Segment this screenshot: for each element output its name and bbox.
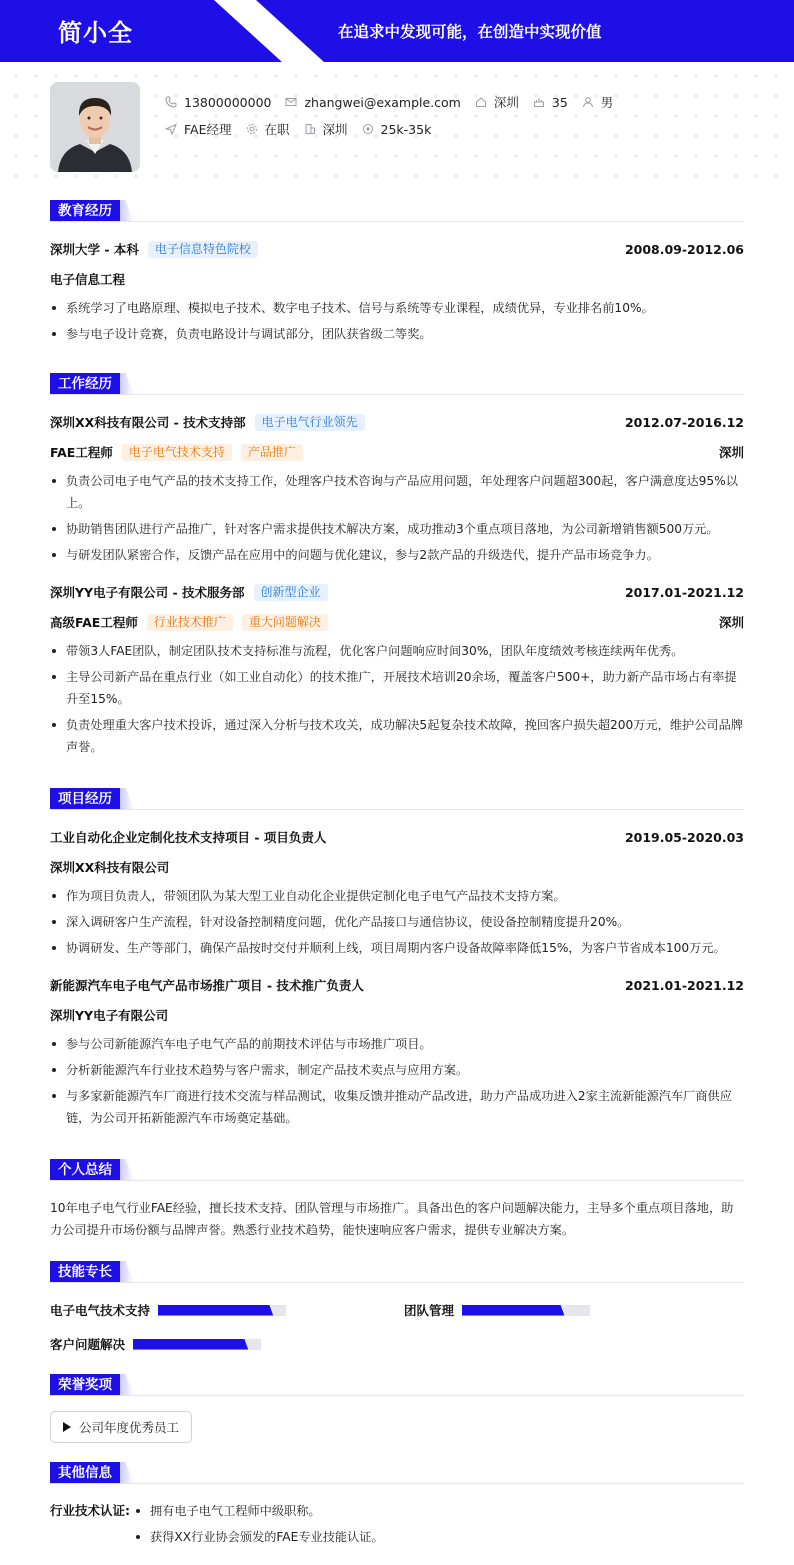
role-row — [50, 442, 744, 462]
summary-title — [50, 1159, 744, 1181]
list-item: 参与公司新能源汽车电子电气产品的前期技术评估与市场推广项目。 — [50, 1033, 744, 1055]
skill-name: 电子电气技术支持 — [50, 1303, 151, 1318]
project-date: 2019.05-2020.03 — [624, 829, 744, 845]
list-item: 带领3人FAE团队，制定团队技术支持标准与流程，优化客户问题响应时间30%，团队年度绩效考核连续两年优秀。 — [50, 640, 744, 662]
project-name: 新能源汽车电子电气产品市场推广项目 - 技术推广负责人 — [50, 978, 364, 993]
role-name: FAE工程师 — [50, 445, 113, 460]
work-date: 2017.01-2021.12 — [624, 584, 744, 600]
company-tag: 电子电气行业领先 — [255, 414, 365, 431]
contact-row — [165, 93, 627, 111]
project-bullets — [50, 885, 744, 959]
school-tag: 电子信息特色院校 — [148, 241, 258, 258]
profile-photo — [50, 82, 140, 172]
summary-text: 10年电子电气行业FAE经验，擅长技术支持、团队管理与市场推广。具备出色的客户问题解决能力，主导多个重点项目落地，助力公司提升市场份额与品牌声誉。熟悉行业技术趋势，能快速响应客户需求，提供专业解决方案。 — [50, 1201, 734, 1237]
list-item: 与多家新能源汽车厂商进行技术交流与样品测试，收集反馈并推动产品改进，助力产品成功进入2家主流新能源汽车厂商供应链，为公司开拓新能源汽车市场奠定基础。 — [50, 1085, 744, 1129]
building-icon — [304, 123, 316, 135]
work-section — [50, 373, 744, 758]
salary-item — [362, 122, 432, 137]
other-title — [50, 1462, 744, 1484]
awards-title — [50, 1374, 744, 1396]
job-intent-row — [165, 120, 445, 138]
project-date: 2021.01-2021.12 — [624, 977, 744, 993]
section-label: 工作经历 — [50, 373, 120, 395]
work-location: 深圳 — [718, 615, 744, 630]
work-title — [50, 373, 744, 395]
skill-name: 团队管理 — [404, 1303, 455, 1318]
skills-title — [50, 1261, 744, 1283]
education-header — [50, 239, 744, 259]
work-bullets — [50, 470, 744, 566]
age-item — [533, 95, 568, 110]
project-bullets — [50, 1033, 744, 1129]
role-tag: 电子电气技术支持 — [122, 444, 232, 461]
skill-name: 客户问题解决 — [50, 1337, 126, 1352]
education-date: 2008.09-2012.06 — [624, 241, 744, 257]
project-header — [50, 827, 744, 847]
home-icon — [475, 96, 487, 108]
project-header — [50, 975, 744, 995]
skill-item — [50, 1301, 286, 1319]
project-section — [50, 788, 744, 1129]
project-company: 深圳YY电子有限公司 — [50, 1008, 169, 1023]
city-item — [475, 93, 519, 111]
skill-item — [404, 1301, 590, 1319]
role-row — [50, 612, 744, 632]
section-label: 技能专长 — [50, 1261, 120, 1283]
list-item: 负责公司电子电气产品的技术支持工作，处理客户技术咨询与产品应用问题，年处理客户问题超300起，客户满意度达95%以上。 — [50, 470, 744, 514]
skills-section — [50, 1261, 744, 1361]
age-text: 35 — [551, 94, 568, 110]
phone-text: 13800000000 — [184, 94, 272, 110]
city-text: 深圳 — [493, 95, 519, 110]
school-name: 深圳大学 - 本科 — [50, 242, 139, 257]
gear-icon — [246, 123, 258, 135]
list-item: 获得XX行业协会颁发的FAE专业技能认证。 — [130, 1524, 384, 1550]
education-bullets — [50, 297, 744, 345]
play-icon — [63, 1422, 71, 1432]
section-label: 项目经历 — [50, 788, 120, 810]
target-city-item — [304, 120, 348, 138]
section-label: 荣誉奖项 — [50, 1374, 120, 1396]
role-tag: 产品推广 — [241, 444, 303, 461]
project-company-row — [50, 857, 744, 877]
header-slogan: 在追求中发现可能，在创造中实现价值 — [338, 23, 602, 41]
education-section — [50, 200, 744, 345]
role-tag: 重大问题解决 — [242, 614, 328, 631]
person-icon — [582, 96, 594, 108]
project-company: 深圳XX科技有限公司 — [50, 860, 170, 875]
mail-icon — [285, 96, 297, 108]
awards-section — [50, 1374, 744, 1443]
company-tag: 创新型企业 — [254, 584, 328, 601]
send-icon — [165, 123, 177, 135]
summary-section — [50, 1159, 744, 1241]
list-item: 主导公司新产品在重点行业（如工业自动化）的技术推广，开展技术培训20余场，覆盖客户500+，助力新产品市场占有率提升至15%。 — [50, 666, 744, 710]
certification-label: 行业技术认证: — [50, 1503, 130, 1518]
section-label: 个人总结 — [50, 1159, 120, 1181]
work-date: 2012.07-2016.12 — [624, 414, 744, 430]
skill-bar — [158, 1305, 286, 1316]
certification-row — [50, 1498, 744, 1550]
work-bullets — [50, 640, 744, 758]
list-item: 分析新能源汽车行业技术趋势与客户需求，制定产品技术卖点与应用方案。 — [50, 1059, 744, 1081]
project-name: 工业自动化企业定制化技术支持项目 - 项目负责人 — [50, 830, 327, 845]
salary-text: 25k-35k — [380, 121, 432, 137]
education-title — [50, 200, 744, 222]
award-badge — [50, 1411, 192, 1443]
list-item: 协调研发、生产等部门，确保产品按时交付并顺利上线，项目周期内客户设备故障率降低15%，为客户节省成本100万元。 — [50, 937, 744, 959]
award-name: 公司年度优秀员工 — [79, 1420, 180, 1435]
skill-item — [50, 1335, 261, 1353]
list-item: 作为项目负责人，带领团队为某大型工业自动化企业提供定制化电子电气产品技术支持方案。 — [50, 885, 744, 907]
section-label: 其他信息 — [50, 1462, 120, 1484]
work-header — [50, 582, 744, 602]
status-item — [246, 120, 290, 138]
phone-icon — [165, 96, 177, 108]
profile-area — [0, 62, 794, 192]
section-label: 教育经历 — [50, 200, 120, 222]
skill-bar — [462, 1305, 590, 1316]
gender-item — [582, 93, 614, 111]
phone-item — [165, 95, 271, 110]
status-text: 在职 — [264, 122, 290, 137]
project-company-row — [50, 1005, 744, 1025]
list-item: 深入调研客户生产流程，针对设备控制精度问题，优化产品接口与通信协议，使设备控制精度提升20%。 — [50, 911, 744, 933]
header-stripe — [214, 0, 324, 62]
project-title — [50, 788, 744, 810]
position-item — [165, 120, 232, 138]
candidate-name: 简小全 — [58, 19, 133, 47]
list-item: 与研发团队紧密合作，反馈产品在应用中的问题与优化建议，参与2款产品的升级迭代，提升产品市场竞争力。 — [50, 544, 744, 566]
list-item: 负责处理重大客户技术投诉，通过深入分析与技术攻关，成功解决5起复杂技术故障，挽回客户损失超200万元，维护公司品牌声誉。 — [50, 714, 744, 758]
email-item — [285, 95, 460, 110]
gender-text: 男 — [600, 95, 614, 110]
other-section — [50, 1462, 744, 1550]
cake-icon — [533, 96, 545, 108]
list-item: 参与电子设计竞赛，负责电路设计与调试部分，团队获省级二等奖。 — [50, 323, 744, 345]
work-location: 深圳 — [718, 445, 744, 460]
coin-icon — [362, 123, 374, 135]
role-tag: 行业技术推广 — [147, 614, 233, 631]
company-name: 深圳XX科技有限公司 - 技术支持部 — [50, 415, 246, 430]
role-name: 高级FAE工程师 — [50, 615, 138, 630]
work-header — [50, 412, 744, 432]
header-banner — [0, 0, 794, 62]
email-text: zhangwei@example.com — [304, 94, 461, 110]
major-name: 电子信息工程 — [50, 272, 126, 287]
target-city-text: 深圳 — [322, 122, 348, 137]
list-item: 系统学习了电路原理、模拟电子技术、数字电子技术、信号与系统等专业课程，成绩优异，专业排名前10%。 — [50, 297, 744, 319]
list-item: 协助销售团队进行产品推广，针对客户需求提供技术解决方案，成功推动3个重点项目落地，为公司新增销售额500万元。 — [50, 518, 744, 540]
position-text: FAE经理 — [184, 122, 232, 137]
list-item: 拥有电子电气工程师中级职称。 — [130, 1498, 384, 1524]
certification-list — [130, 1498, 384, 1550]
company-name: 深圳YY电子有限公司 - 技术服务部 — [50, 585, 245, 600]
major-row — [50, 269, 744, 289]
skill-bar — [133, 1339, 261, 1350]
